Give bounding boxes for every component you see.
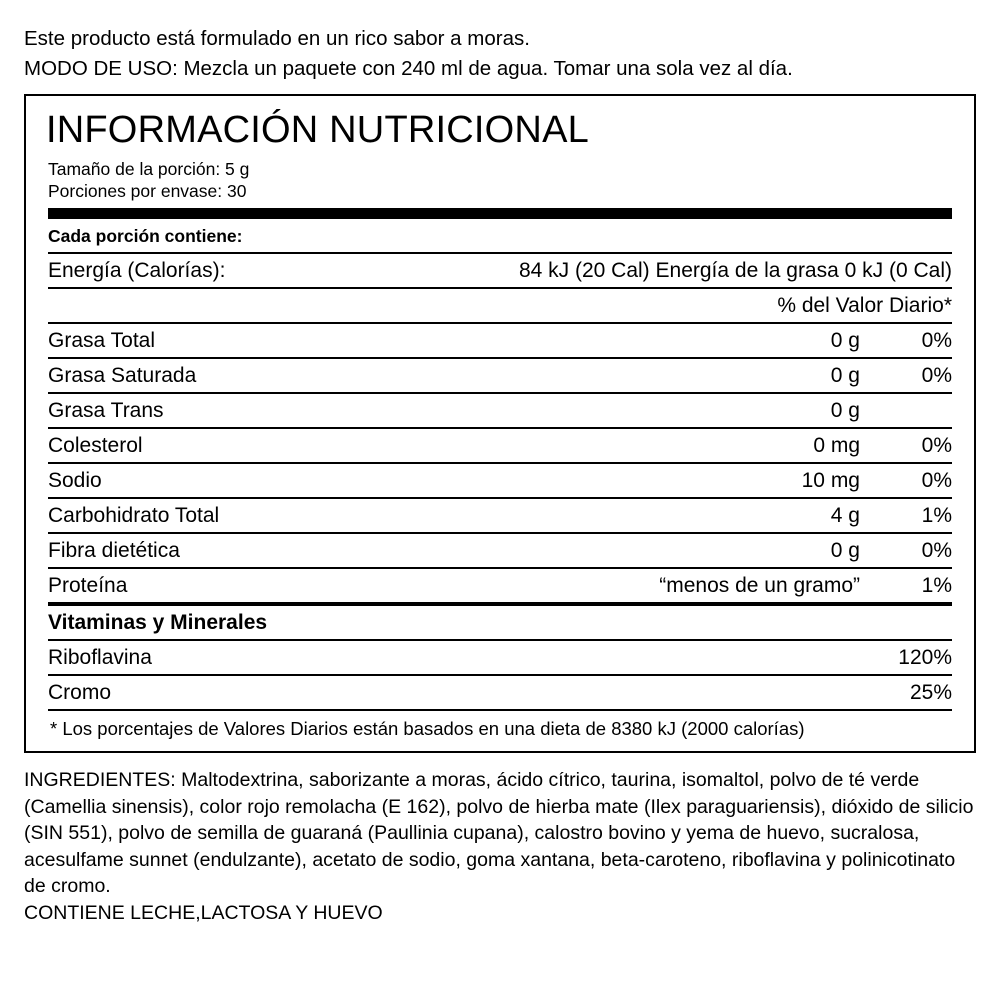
daily-value-footnote: * Los porcentajes de Valores Diarios están basados en una dieta de 8380 kJ (2000 calorías) (50, 718, 805, 739)
nutrient-name: Fibra dietética (48, 533, 326, 568)
nutrient-pct: 1% (860, 498, 952, 533)
nutrient-name: Proteína (48, 568, 326, 604)
energy-label: Energía (Calorías): (48, 253, 326, 288)
nutrient-name: Colesterol (48, 428, 326, 463)
nutrient-amount: 0 g (326, 358, 860, 393)
nutrient-amount: 0 g (326, 533, 860, 568)
daily-value-header-row (48, 288, 952, 323)
vitamin-amount (326, 675, 860, 710)
nutrient-pct: 0% (860, 533, 952, 568)
table-row (48, 428, 952, 463)
panel-title: INFORMACIÓN NUTRICIONAL (46, 109, 589, 151)
table-row (48, 640, 952, 675)
vitamin-pct: 25% (860, 675, 952, 710)
vitamin-pct: 120% (860, 640, 952, 675)
daily-value-header: % del Valor Diario* (326, 288, 952, 323)
nutrient-pct: 1% (860, 568, 952, 604)
footnote-row (48, 710, 952, 711)
table-row (48, 533, 952, 568)
footnote-cell (48, 710, 952, 711)
usage-intro (24, 24, 976, 84)
nutrient-amount: “menos de un gramo” (326, 568, 860, 604)
flavor-statement: Este producto está formulado en un rico sabor a moras. (24, 27, 530, 50)
nutrient-amount: 0 g (326, 323, 860, 358)
nutrient-name: Grasa Saturada (48, 358, 326, 393)
nutrient-pct: 0% (860, 323, 952, 358)
nutrient-name: Grasa Trans (48, 393, 326, 428)
ingredients-text: INGREDIENTES: Maltodextrina, saborizante a moras, ácido cítrico, taurina, isomaltol, polvo de té verde (Camellia sinensis), color rojo remolacha (E 162), polvo de hierba mate (Ilex paraguariensis), dióxido de silicio (SIN 551), polvo de semilla de guaraná (Paullinia cupana), calostro bovino y yema de huevo, sucralosa, acesulfame sunnet (endulzante), acetato de sodio, goma xantana, beta-caroteno, riboflavina y polinicotinato de cromo. (24, 769, 974, 897)
nutrient-name: Carbohidrato Total (48, 498, 326, 533)
nutrient-name: Sodio (48, 463, 326, 498)
nutrient-pct: 0% (860, 428, 952, 463)
table-row (48, 675, 952, 710)
energy-row (48, 253, 952, 288)
spacer-cell (48, 288, 326, 323)
table-row (48, 568, 952, 604)
allergen-statement: CONTIENE LECHE,LACTOSA Y HUEVO (24, 901, 383, 924)
table-row (48, 358, 952, 393)
nutrition-table (48, 219, 952, 711)
nutrient-name: Grasa Total (48, 323, 326, 358)
per-serving-label: Cada porción contiene: (48, 226, 243, 246)
vitamins-header-row (48, 604, 952, 640)
vitamins-header: Vitaminas y Minerales (48, 604, 952, 640)
thick-divider (48, 208, 952, 219)
nutrient-pct (860, 393, 952, 428)
nutrient-pct: 0% (860, 358, 952, 393)
servings-per-container: Porciones por envase: 30 (48, 181, 247, 201)
table-row (48, 393, 952, 428)
nutrient-amount: 0 g (326, 393, 860, 428)
nutrient-amount: 0 mg (326, 428, 860, 463)
nutrient-amount: 10 mg (326, 463, 860, 498)
table-row (48, 323, 952, 358)
per-serving-row (48, 219, 952, 253)
table-row (48, 498, 952, 533)
serving-size: Tamaño de la porción: 5 g (48, 159, 250, 179)
vitamin-amount (326, 640, 860, 675)
table-row (48, 463, 952, 498)
directions-statement: MODO DE USO: Mezcla un paquete con 240 ml de agua. Tomar una sola vez al día. (24, 57, 793, 80)
vitamin-name: Cromo (48, 675, 326, 710)
energy-value: 84 kJ (20 Cal) Energía de la grasa 0 kJ (0 Cal) (326, 253, 952, 288)
nutrition-facts-panel (24, 94, 976, 753)
vitamin-name: Riboflavina (48, 640, 326, 675)
nutrient-amount: 4 g (326, 498, 860, 533)
nutrient-pct: 0% (860, 463, 952, 498)
